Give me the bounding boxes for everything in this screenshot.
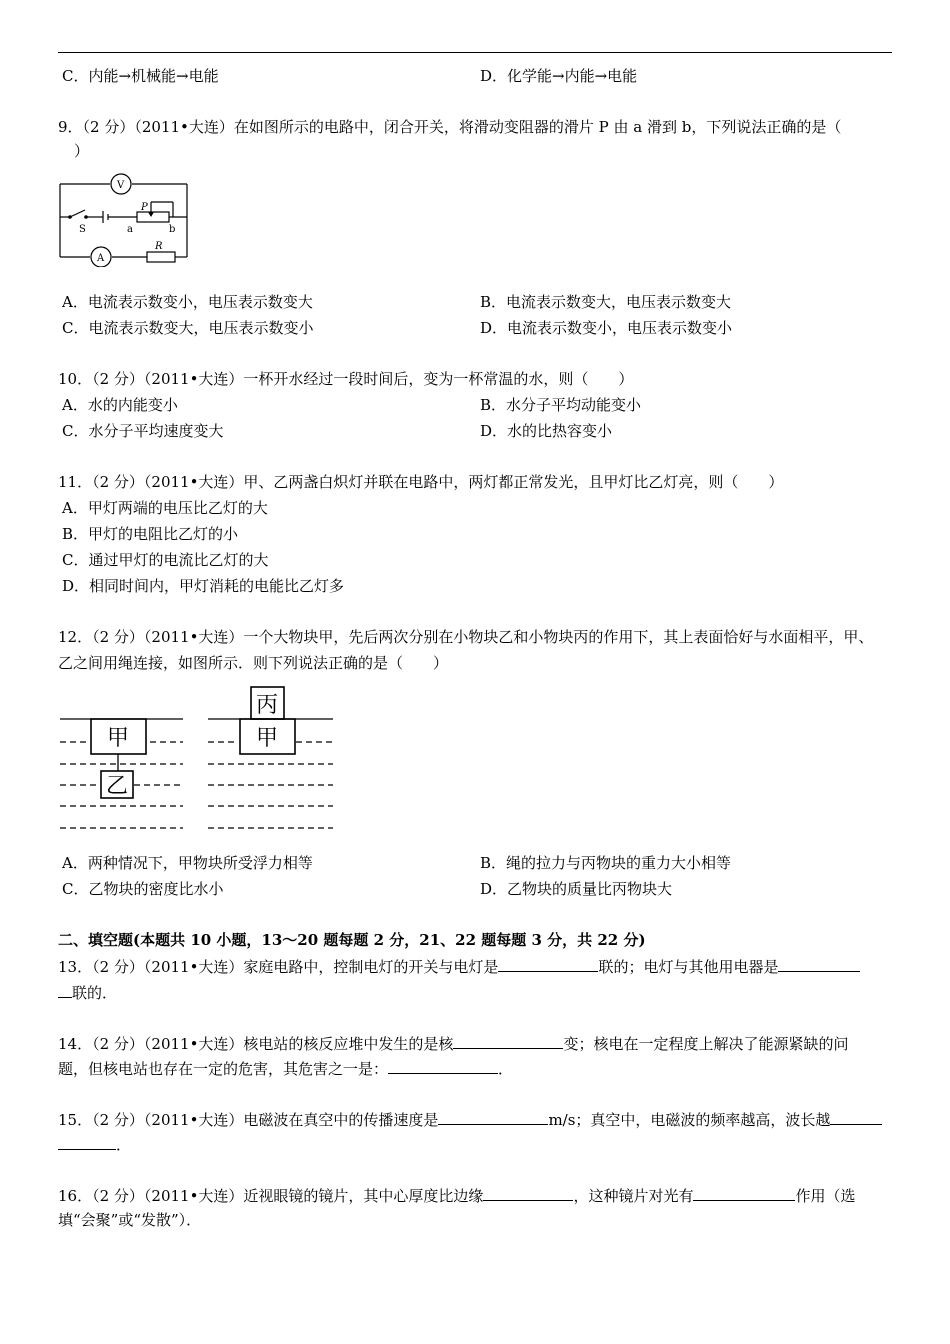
q15-blank-2a[interactable] [830, 1110, 882, 1125]
q11-stem: 11．（2 分）（2011•大连）甲、乙两盏白炽灯并联在电路中，两灯都正常发光，且甲灯比乙灯亮，则（ ） [58, 473, 784, 491]
q15-blank-1[interactable] [438, 1110, 548, 1125]
q13-line2 [58, 983, 117, 1002]
q15-text-1: 15．（2 分）（2011•大连）电磁波在真空中的传播速度是 [58, 1111, 439, 1129]
q13-line1 [58, 957, 860, 976]
q10-option-a: A．水的内能变小 [62, 396, 178, 414]
q11-option-a: A．甲灯两端的电压比乙灯的大 [62, 499, 268, 517]
q16-line1 [58, 1186, 855, 1205]
q10-option-c: C．水分子平均速度变大 [62, 422, 224, 440]
q8-option-d: D．化学能→内能→电能 [480, 67, 638, 85]
q16-text-2: ，这种镜片对光有 [573, 1187, 694, 1205]
q14-text-4: ． [498, 1060, 514, 1078]
q10-option-d: D．水的比热容变小 [480, 422, 613, 440]
slider-label: P [141, 202, 148, 213]
q16-text-1: 16．（2 分）（2011•大连）近视眼镜的镜片，其中心厚度比边缘 [58, 1187, 484, 1205]
q16-blank-2[interactable] [693, 1186, 795, 1201]
q13-text-2: 联的；电灯与其他用电器是 [598, 958, 779, 976]
q12-stem-line1: 12．（2 分）（2011•大连）一个大物块甲，先后两次分别在小物块乙和小物块丙的作用下，其上表面恰好与水面相平，甲、 [58, 628, 874, 646]
q14-line2 [58, 1059, 513, 1078]
ammeter-label: A [97, 253, 105, 264]
q10-option-b: B．水分子平均动能变小 [480, 396, 642, 414]
circuit-diagram [55, 172, 195, 267]
q9-stem-line1: 9．（2 分）（2011•大连）在如图所示的电路中，闭合开关，将滑动变阻器的滑片 P 由 a 滑到 b，下列说法正确的是（ [58, 118, 842, 136]
q15-line1 [58, 1110, 882, 1129]
q15-line2 [58, 1135, 131, 1154]
q12-option-a: A．两种情况下，甲物块所受浮力相等 [62, 854, 313, 872]
q13-blank-2b[interactable] [58, 983, 72, 998]
resistor-label: R [155, 241, 163, 252]
voltmeter-label: V [117, 180, 125, 191]
q15-text-2: m/s；真空中，电磁波的频率越高，波长越 [548, 1111, 831, 1129]
q9-stem-line2: ） [74, 142, 90, 160]
q12-option-d: D．乙物块的质量比丙物块大 [480, 880, 673, 898]
q9-option-c: C．电流表示数变大，电压表示数变小 [62, 319, 314, 337]
q16-line2: 填“会聚”或“发散”）． [58, 1211, 202, 1229]
q11-option-c: C．通过甲灯的电流比乙灯的大 [62, 551, 269, 569]
q12-stem-line2: 乙之间用绳连接，如图所示．则下列说法正确的是（ ） [58, 654, 449, 672]
q8-option-c: C．内能→机械能→电能 [62, 67, 219, 85]
q16-text-3: 作用（选 [795, 1187, 856, 1205]
q16-blank-1[interactable] [483, 1186, 573, 1201]
q9-option-a: A．电流表示数变小，电压表示数变大 [62, 293, 313, 311]
q13-blank-2a[interactable] [778, 957, 860, 972]
section-heading: 二、填空题(本题共 10 小题，13～20 题每题 2 分，21、22 题每题 3 分，共 22 分) [58, 931, 646, 949]
q14-text-1: 14．（2 分）（2011•大连）核电站的核反应堆中发生的是核 [58, 1035, 454, 1053]
switch-label: S [79, 224, 86, 235]
header-rule [58, 52, 892, 53]
q9-option-b: B．电流表示数变大，电压表示数变大 [480, 293, 732, 311]
block-jia-left: 甲 [106, 726, 130, 751]
q14-text-3: 题，但核电站也存在一定的危害，其危害之一是： [58, 1060, 389, 1078]
point-a-label: a [127, 224, 133, 235]
q10-stem: 10．（2 分）（2011•大连）一杯开水经过一段时间后，变为一杯常温的水，则（ ） [58, 370, 634, 388]
block-bing: 丙 [255, 693, 279, 718]
block-yi: 乙 [105, 774, 129, 799]
q12-option-b: B．绳的拉力与丙物块的重力大小相等 [480, 854, 732, 872]
block-jia-right: 甲 [255, 726, 279, 751]
q11-option-d: D．相同时间内，甲灯消耗的电能比乙灯多 [62, 577, 345, 595]
q11-option-b: B．甲灯的电阻比乙灯的小 [62, 525, 239, 543]
q14-blank-1[interactable] [453, 1034, 563, 1049]
q9-option-d: D．电流表示数变小，电压表示数变小 [480, 319, 733, 337]
q15-blank-2b[interactable] [58, 1135, 116, 1150]
q15-text-3: ． [116, 1136, 132, 1154]
point-b-label: b [169, 224, 176, 235]
q13-text-3: 联的． [72, 984, 118, 1002]
q13-text-1: 13．（2 分）（2011•大连）家庭电路中，控制电灯的开关与电灯是 [58, 958, 499, 976]
buoyancy-diagram [58, 684, 338, 839]
q13-blank-1[interactable] [498, 957, 598, 972]
q14-line1 [58, 1034, 848, 1053]
q14-blank-2[interactable] [388, 1059, 498, 1074]
q14-text-2: 变；核电在一定程度上解决了能源紧缺的问 [563, 1035, 849, 1053]
q12-option-c: C．乙物块的密度比水小 [62, 880, 224, 898]
